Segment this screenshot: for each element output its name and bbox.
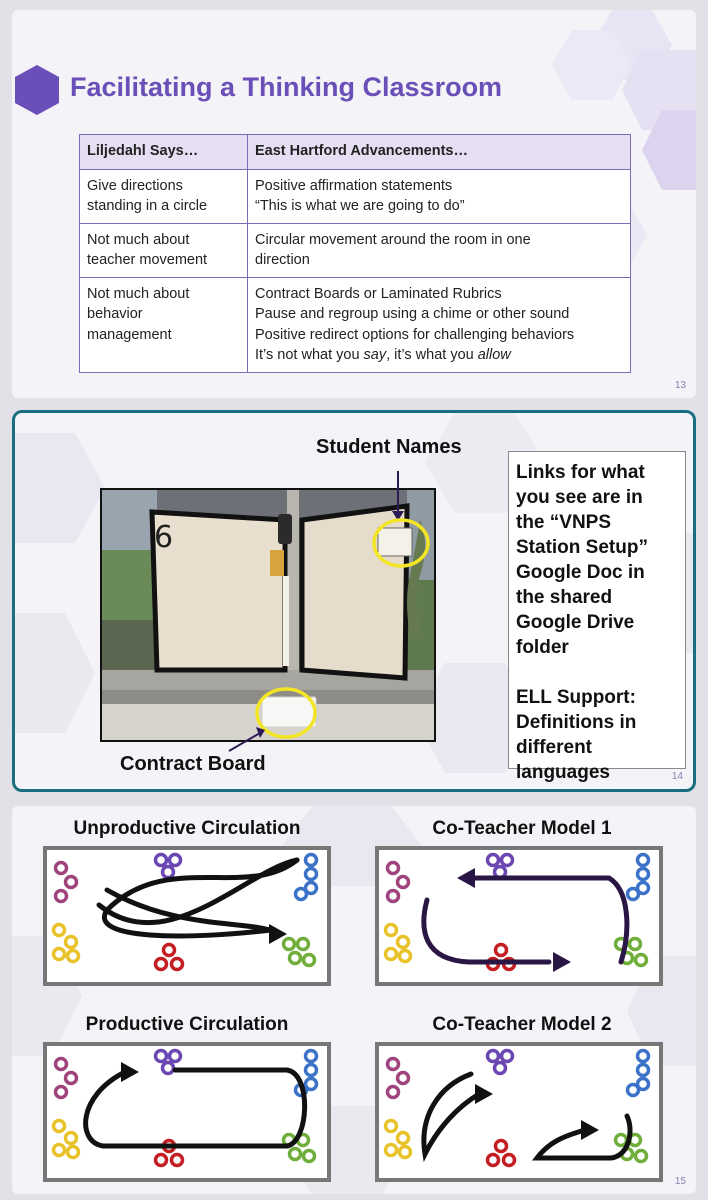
- group-yellow: [386, 1121, 411, 1158]
- diagram-canvas: [47, 850, 327, 982]
- slide-15: [12, 806, 696, 1194]
- table-cell: [80, 169, 248, 223]
- student-ring: [306, 1065, 317, 1076]
- column-header: Liljedahl Says…: [80, 135, 248, 170]
- column-header: East Hartford Advancements…: [248, 135, 631, 170]
- comparison-table: [79, 134, 631, 373]
- student-ring: [388, 863, 399, 874]
- group-blue: [628, 855, 649, 900]
- group-red: [488, 1141, 515, 1166]
- student-ring: [54, 925, 65, 936]
- student-ring: [388, 1059, 399, 1070]
- cell-line: standing in a circle: [87, 198, 208, 214]
- student-ring: [56, 891, 67, 902]
- movement-path: [475, 878, 627, 962]
- student-ring: [386, 1145, 397, 1156]
- panel-title-coteacher-1: Co-Teacher Model 1: [432, 818, 612, 839]
- table-header-row: [80, 135, 631, 170]
- quote-emphasis: allow: [477, 347, 511, 363]
- student-ring: [156, 959, 167, 970]
- slide-13: [12, 10, 696, 398]
- student-ring: [172, 1155, 183, 1166]
- student-ring: [630, 939, 641, 950]
- student-ring: [54, 1121, 65, 1132]
- table-row: [80, 223, 631, 277]
- cell-line: direction: [255, 252, 310, 268]
- student-ring: [636, 955, 647, 966]
- student-ring: [386, 925, 397, 936]
- student-ring: [504, 1155, 515, 1166]
- arrowhead: [457, 868, 475, 888]
- student-ring: [488, 1155, 499, 1166]
- classroom-diagram-unproductive: [43, 846, 331, 986]
- student-ring: [306, 855, 317, 866]
- cell-line: “This is what we are going to do”: [255, 198, 465, 214]
- classroom-diagram-productive: [43, 1042, 331, 1182]
- group-yellow: [54, 925, 79, 962]
- cell-line: management: [87, 326, 172, 343]
- table-cell: [80, 277, 248, 372]
- student-ring: [56, 1059, 67, 1070]
- info-line: Google Drive: [516, 612, 635, 633]
- table-cell: [248, 169, 631, 223]
- student-ring: [636, 1151, 647, 1162]
- student-ring: [298, 939, 309, 950]
- student-ring: [66, 1133, 77, 1144]
- student-ring: [616, 1135, 627, 1146]
- group-purple: [156, 855, 181, 878]
- student-ring: [163, 867, 174, 878]
- info-spacer: [516, 660, 679, 685]
- student-ring: [628, 889, 639, 900]
- group-magenta: [388, 1059, 409, 1098]
- cell-line: teacher movement: [87, 252, 208, 268]
- student-ring: [163, 1063, 174, 1074]
- arrowhead: [121, 1062, 139, 1082]
- group-red: [488, 945, 515, 970]
- student-ring: [66, 1073, 77, 1084]
- info-line: Definitions in: [516, 712, 637, 733]
- group-yellow: [54, 1121, 79, 1158]
- cell-line: Circular movement around the room in one: [255, 231, 531, 248]
- student-ring: [638, 869, 649, 880]
- student-ring: [495, 1063, 506, 1074]
- student-ring: [68, 951, 79, 962]
- cell-line: Contract Boards or Laminated Rubrics: [255, 285, 502, 302]
- group-blue: [296, 1051, 317, 1096]
- info-line: Google Doc in: [516, 562, 645, 583]
- student-ring: [388, 891, 399, 902]
- student-ring: [68, 1147, 79, 1158]
- movement-path: [424, 1074, 479, 1154]
- table-row: [80, 169, 631, 223]
- student-ring: [638, 855, 649, 866]
- info-line: ELL Support:: [516, 687, 636, 708]
- student-ring: [502, 855, 513, 866]
- student-ring: [496, 1141, 507, 1152]
- student-ring: [398, 1073, 409, 1084]
- student-ring: [488, 855, 499, 866]
- student-ring: [304, 955, 315, 966]
- student-ring: [400, 951, 411, 962]
- cell-line: Pause and regroup using a chime or other sound: [255, 306, 570, 322]
- info-line: different: [516, 737, 592, 758]
- table-row: [80, 277, 631, 372]
- student-ring: [66, 877, 77, 888]
- student-ring: [156, 855, 167, 866]
- student-ring: [488, 1051, 499, 1062]
- student-ring: [496, 945, 507, 956]
- slide-title: Facilitating a Thinking Classroom: [70, 72, 503, 102]
- quote-emphasis: say: [363, 347, 387, 363]
- info-line: the shared: [516, 587, 613, 608]
- slide-number: 15: [674, 1176, 686, 1187]
- table-cell: [248, 277, 631, 372]
- photo-illustration: [102, 490, 436, 742]
- student-ring: [164, 945, 175, 956]
- group-green: [284, 939, 315, 966]
- panel-title-unproductive: Unproductive Circulation: [73, 818, 301, 839]
- student-names-label: Student Names: [316, 436, 462, 458]
- diagram-canvas: [379, 1046, 659, 1178]
- student-ring: [638, 1065, 649, 1076]
- student-ring: [386, 1121, 397, 1132]
- student-ring: [170, 855, 181, 866]
- group-magenta: [56, 863, 77, 902]
- student-ring: [306, 1051, 317, 1062]
- title-hexagon-icon: [14, 64, 60, 116]
- slide-number: 14: [671, 771, 683, 782]
- group-purple: [488, 855, 513, 878]
- table-cell: [248, 223, 631, 277]
- group-magenta: [56, 1059, 77, 1098]
- student-ring: [290, 1149, 301, 1160]
- student-ring: [170, 1051, 181, 1062]
- student-ring: [56, 1087, 67, 1098]
- cell-line: Positive affirmation statements: [255, 177, 453, 194]
- cell-line: Positive redirect options for challenging behaviors: [255, 326, 575, 343]
- panel-title-coteacher-2: Co-Teacher Model 2: [432, 1014, 612, 1035]
- info-line: languages: [516, 762, 610, 783]
- panel-title-productive: Productive Circulation: [85, 1014, 289, 1035]
- student-ring: [284, 939, 295, 950]
- student-ring: [386, 949, 397, 960]
- arrowhead: [581, 1120, 599, 1140]
- student-ring: [400, 1147, 411, 1158]
- cell-line: Give directions: [87, 177, 183, 194]
- classroom-diagram-coteacher-2: [375, 1042, 663, 1182]
- contract-board-label: Contract Board: [120, 753, 266, 775]
- classroom-diagram-coteacher-1: [375, 846, 663, 986]
- movement-path: [424, 900, 549, 962]
- diagram-canvas: [47, 1046, 327, 1178]
- arrowhead: [553, 952, 571, 972]
- slide-number: 13: [674, 380, 686, 391]
- arrowhead: [475, 1084, 493, 1104]
- student-ring: [54, 949, 65, 960]
- student-ring: [398, 937, 409, 948]
- group-purple: [488, 1051, 513, 1074]
- slide-14: [12, 410, 696, 792]
- group-red: [156, 945, 183, 970]
- cell-line: Not much about: [87, 231, 190, 248]
- cell-line: behavior: [87, 306, 143, 322]
- student-ring: [638, 1051, 649, 1062]
- student-ring: [296, 889, 307, 900]
- student-ring: [172, 959, 183, 970]
- info-line: Links for what: [516, 462, 645, 483]
- student-ring: [388, 1087, 399, 1098]
- student-ring: [56, 863, 67, 874]
- movement-path: [104, 860, 297, 936]
- student-ring: [156, 1155, 167, 1166]
- student-ring: [398, 1133, 409, 1144]
- diagram-canvas: [379, 850, 659, 982]
- info-line: the “VNPS: [516, 512, 612, 533]
- info-line: you see are in: [516, 487, 643, 508]
- group-blue: [628, 1051, 649, 1096]
- board-number: 6: [154, 520, 174, 555]
- student-ring: [502, 1051, 513, 1062]
- cell-line-quote: [255, 345, 623, 366]
- quote-part: , it’s what you: [386, 347, 478, 363]
- student-ring: [628, 1085, 639, 1096]
- cell-line: Not much about: [87, 285, 190, 302]
- info-line: Station Setup”: [516, 537, 648, 558]
- student-ring: [66, 937, 77, 948]
- info-line: folder: [516, 637, 569, 658]
- student-ring: [290, 953, 301, 964]
- student-ring: [156, 1051, 167, 1062]
- movement-path: [86, 1070, 305, 1146]
- student-ring: [54, 1145, 65, 1156]
- group-magenta: [388, 863, 409, 902]
- student-ring: [304, 1151, 315, 1162]
- table-cell: [80, 223, 248, 277]
- student-ring: [398, 877, 409, 888]
- group-yellow: [386, 925, 411, 962]
- student-ring: [306, 869, 317, 880]
- quote-part: It’s not what you: [255, 347, 364, 363]
- classroom-photo: [100, 488, 436, 742]
